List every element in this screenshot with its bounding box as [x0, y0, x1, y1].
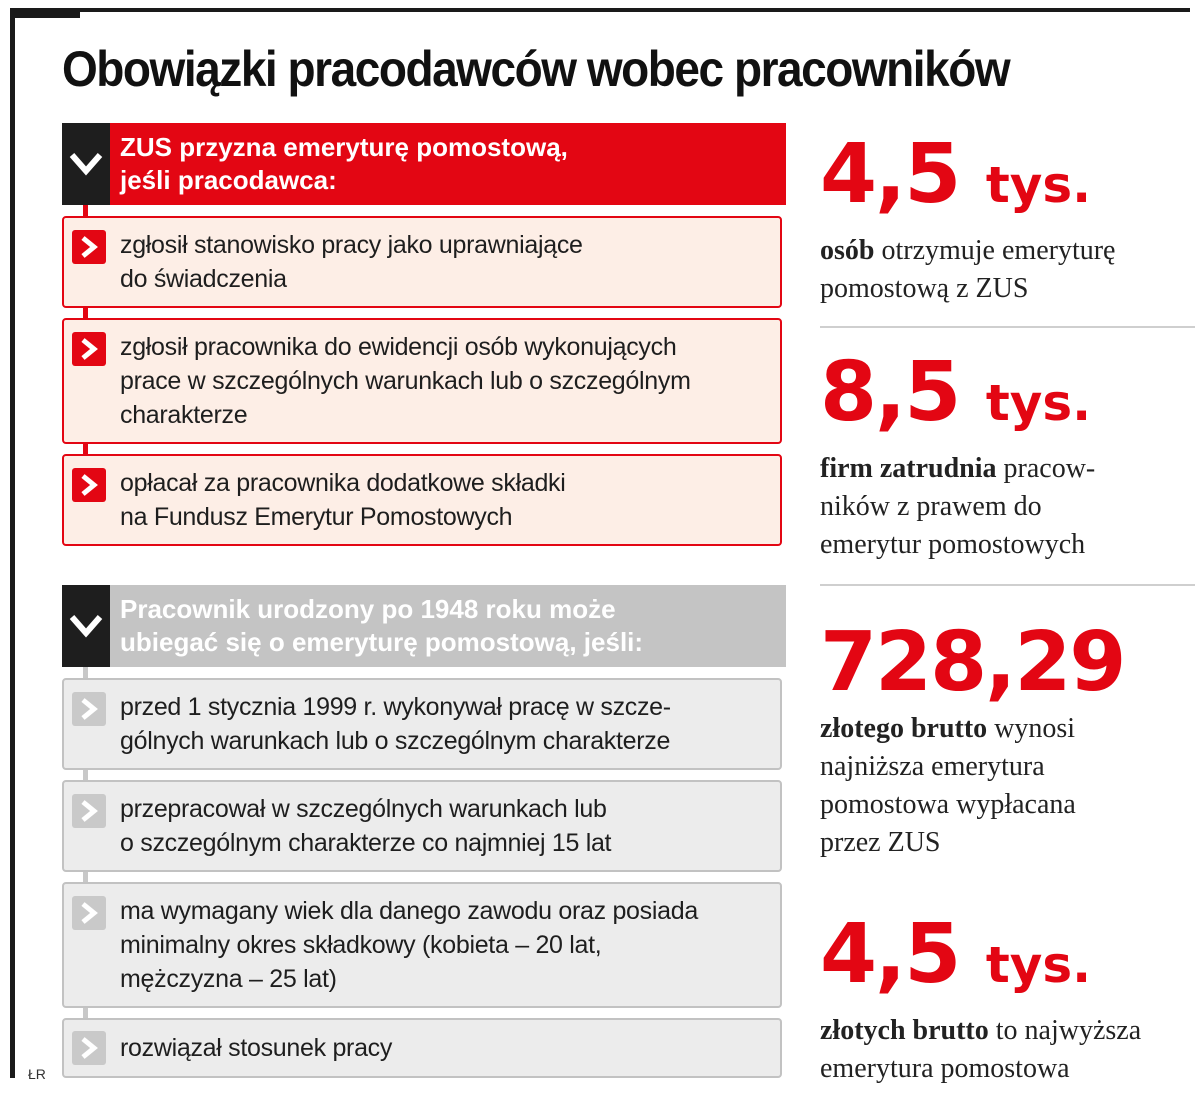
section1-item — [62, 216, 782, 308]
section2-item — [62, 678, 782, 770]
section1-item — [62, 318, 782, 444]
author-credit: ŁR — [28, 1066, 46, 1082]
stat-value: 4,5 tys. — [820, 907, 1092, 1002]
frame-corner-tab — [10, 8, 80, 18]
stat-description: złotych brutto to najwyższa emerytura pomostowa — [820, 1015, 1142, 1084]
stat-block — [820, 615, 1195, 862]
stat-block — [820, 345, 1195, 564]
chevron-right-icon — [72, 794, 106, 828]
section1-item — [62, 454, 782, 546]
chevron-down-icon — [62, 585, 110, 667]
section2-item-text: przed 1 stycznia 1999 r. wykonywał pracę w szcze- gólnych warunkach lub o szczególnym charakterze — [120, 693, 671, 755]
section2-item-text: ma wymagany wiek dla danego zawodu oraz posiada minimalny okres składkowy (kobieta – 20 lat, mężczyzna – 25 lat) — [120, 897, 698, 993]
frame-left-rule — [10, 8, 15, 1078]
section2-item-text: przepracował w szczególnych warunkach lub o szczególnym charakterze co najmniej 15 lat — [120, 795, 612, 857]
stat-value: 728,29 — [820, 615, 1125, 710]
stat-description: złotego brutto wynosi najniższa emerytura pomostowa wypłacana przez ZUS — [820, 713, 1076, 858]
stat-separator — [820, 326, 1195, 328]
section2-item — [62, 882, 782, 1008]
chevron-right-icon — [72, 468, 106, 502]
section2-item-text: rozwiązał stosunek pracy — [120, 1034, 393, 1062]
stat-block — [820, 127, 1195, 308]
section1-header — [62, 123, 786, 205]
section1-item-text: zgłosił stanowisko pracy jako uprawniające do świadczenia — [120, 231, 583, 293]
section2-item — [62, 780, 782, 872]
chevron-right-icon — [72, 230, 106, 264]
chevron-down-icon — [62, 123, 110, 205]
chevron-right-icon — [72, 332, 106, 366]
stat-description: firm zatrudnia pracow- ników z prawem do emerytur pomostowych — [820, 453, 1096, 560]
section1-item-text: zgłosił pracownika do ewidencji osób wykonujących prace w szczególnych warunkach lub o szczególnym charakterze — [120, 333, 691, 429]
stat-separator — [820, 584, 1195, 586]
stat-description: osób otrzymuje emeryturę pomostową z ZUS — [820, 235, 1116, 304]
chevron-right-icon — [72, 896, 106, 930]
chevron-right-icon — [72, 692, 106, 726]
section2-header — [62, 585, 786, 667]
section2-item — [62, 1018, 782, 1078]
stat-value: 4,5 tys. — [820, 127, 1092, 222]
section1-item-text: opłacał za pracownika dodatkowe składki na Fundusz Emerytur Pomostowych — [120, 469, 566, 531]
section2-header-text: Pracownik urodzony po 1948 roku może ubiegać się o emeryturę pomostową, jeśli: — [120, 594, 644, 657]
page-title: Obowiązki pracodawców wobec pracowników — [62, 41, 1010, 97]
frame-top-rule — [10, 8, 1190, 12]
section1-header-text: ZUS przyzna emeryturę pomostową, jeśli pracodawca: — [120, 132, 568, 195]
stat-block — [820, 907, 1195, 1088]
chevron-right-icon — [72, 1031, 106, 1065]
stat-value: 8,5 tys. — [820, 345, 1092, 440]
